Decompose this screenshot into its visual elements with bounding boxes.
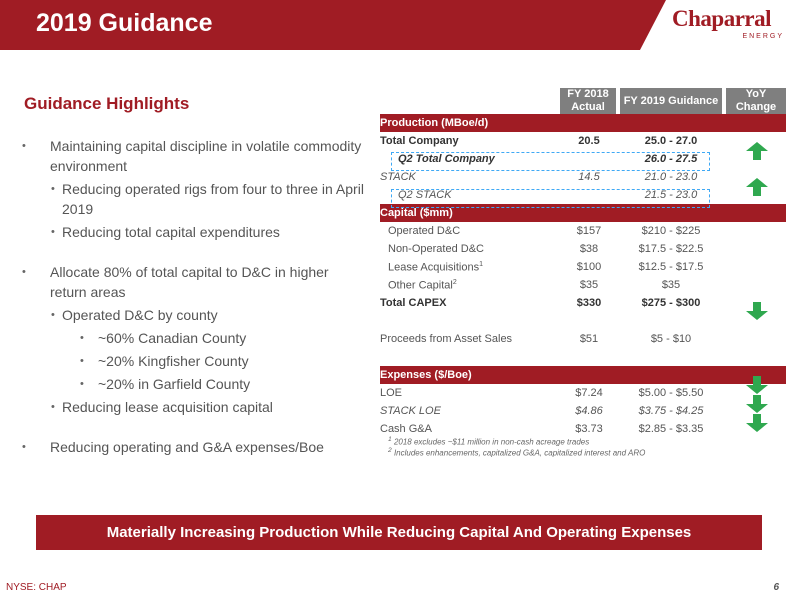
table-row: Proceeds from Asset Sales $51 $5 - $10	[380, 333, 692, 345]
sub-bullet-item: • Reducing total capital expenditures	[20, 222, 365, 242]
table-row: STACK 14.5 21.0 - 23.0	[380, 171, 698, 183]
ticker-symbol: NYSE: CHAP	[6, 582, 67, 593]
bullet-item: • Maintaining capital discipline in volatile commodity environment	[20, 136, 365, 176]
table-row: Total CAPEX $330 $275 - $300	[380, 297, 701, 309]
summary-banner: Materially Increasing Production While Reducing Capital And Operating Expenses	[36, 515, 762, 550]
table-row: Q2 STACK 21.5 - 23.0	[398, 189, 698, 201]
logo-subtext: ENERGY	[742, 33, 784, 40]
table-row: STACK LOE $4.86 $3.75 - $4.25	[380, 405, 704, 417]
down-arrow-icon	[746, 376, 768, 394]
q2-stack-highlight-box	[391, 189, 710, 208]
up-arrow-icon	[746, 142, 768, 160]
highlights-title: Guidance Highlights	[24, 94, 190, 113]
down-arrow-icon	[746, 302, 768, 320]
table-row: Operated D&C $157 $210 - $225	[388, 225, 701, 237]
sub-sub-bullet-item: • ~60% Canadian County	[20, 328, 365, 348]
header-slash-decoration	[636, 0, 676, 50]
slide-header	[0, 0, 799, 50]
logo-wordmark: Chaparral	[672, 6, 771, 31]
section-production: Production (MBoe/d)	[380, 114, 786, 132]
slide-title: 2019 Guidance	[36, 9, 213, 37]
page-number: 6	[773, 582, 779, 593]
down-arrow-icon	[746, 395, 768, 413]
table-row: Non-Operated D&C $38 $17.5 - $22.5	[388, 243, 704, 255]
sub-bullet-item: • Reducing lease acquisition capital	[20, 397, 365, 417]
sub-sub-bullet-item: • ~20% Kingfisher County	[20, 351, 365, 371]
down-arrow-icon	[746, 414, 768, 432]
sub-sub-bullet-item: • ~20% in Garfield County	[20, 374, 365, 394]
company-logo	[672, 6, 792, 46]
bullet-item: • Reducing operating and G&A expenses/Boe	[20, 437, 365, 457]
table-row: LOE $7.24 $5.00 - $5.50	[380, 387, 704, 399]
table-header-row	[380, 88, 786, 114]
footnote-2: $^2$ Includes enhancements, capitalized G&A, capitalized interest and ARO	[388, 447, 646, 458]
section-capital: Capital ($mm)	[380, 204, 786, 222]
up-arrow-icon	[746, 178, 768, 196]
sub-bullet-item: • Reducing operated rigs from four to three in April 2019	[20, 179, 365, 219]
guidance-table	[380, 88, 786, 438]
sub-bullet-item: • Operated D&C by county	[20, 305, 365, 325]
section-expenses: Expenses ($/Boe)	[380, 366, 786, 384]
table-row: Total Company 20.5 25.0 - 27.0	[380, 135, 698, 147]
table-row: Cash G&A $3.73 $2.85 - $3.35	[380, 423, 704, 435]
header-fy2019: FY 2019 Guidance	[618, 88, 724, 114]
table-row: Lease Acquisitions$^1$ $100 $12.5 - $17.5	[388, 260, 704, 274]
table-row: Other Capital$^2$ $35 $35	[388, 278, 681, 292]
header-fy2018: FY 2018 Actual	[560, 88, 618, 114]
bullet-item: • Allocate 80% of total capital to D&C in higher return areas	[20, 262, 365, 302]
q2-total-highlight-box	[391, 152, 710, 171]
table-row: Q2 Total Company 26.0 - 27.5	[398, 153, 698, 165]
highlights-list	[20, 136, 365, 457]
header-yoy: YoY Change	[724, 88, 786, 114]
footnote-1: $^1$ 2018 excludes ~$11 million in non-cash acreage trades	[388, 436, 590, 447]
